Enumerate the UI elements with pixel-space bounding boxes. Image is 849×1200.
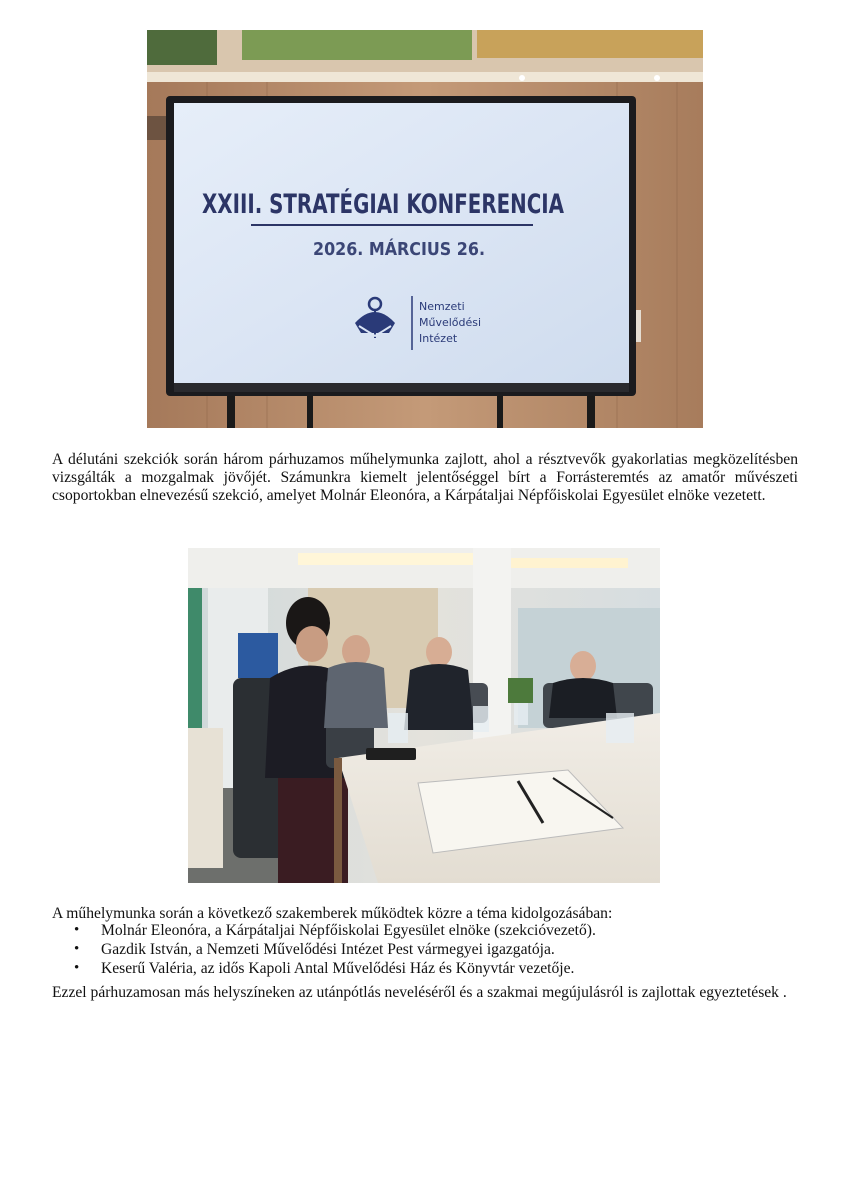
contributors-list — [52, 921, 812, 978]
list-item: • Molnár Eleonóra, a Kárpátaljai Népfőiskolai Egyesület elnöke (szekcióvezető). — [52, 921, 812, 940]
list-item: • Keserű Valéria, az idős Kapoli Antal Művelődési Ház és Könyvtár vezetője. — [52, 959, 812, 978]
paragraph-1: A délutáni szekciók során három párhuzamos műhelymunka zajlott, ahol a résztvevők gyakorlatias megközelítésben vizsgálták a mozgalmak jövőjét. Számunkra kiemelt jelentőséggel bírt a Forrásteremtés az amatőr művészeti csoportokban elnevezésű szekció, amelyet Molnár Eleonóra, a Kárpátaljai Népfőiskolai Egyesület elnöke vezetett. — [52, 451, 798, 505]
logo-line-3: Intézet — [419, 332, 458, 345]
list-item: • Gazdik István, a Nemzeti Művelődési Intézet Pest vármegyei igazgatója. — [52, 940, 812, 959]
logo-line-1: Nemzeti — [419, 300, 465, 313]
screen-title: XXIII. STRATÉGIAI KONFERENCIA — [202, 189, 696, 220]
conference-screen-photo — [147, 30, 703, 428]
workshop-photo — [188, 548, 660, 883]
screen-date: 2026. MÁRCIUS 26. — [313, 239, 508, 260]
logo-line-2: Művelődési — [419, 316, 482, 329]
paragraph-2: A műhelymunka során a következő szakemberek működtek közre a téma kidolgozásában: — [52, 905, 613, 922]
paragraph-3: Ezzel párhuzamosan más helyszíneken az utánpótlás neveléséről és a szakmai megújulásról is zajlottak egyeztetések . — [52, 984, 787, 1001]
